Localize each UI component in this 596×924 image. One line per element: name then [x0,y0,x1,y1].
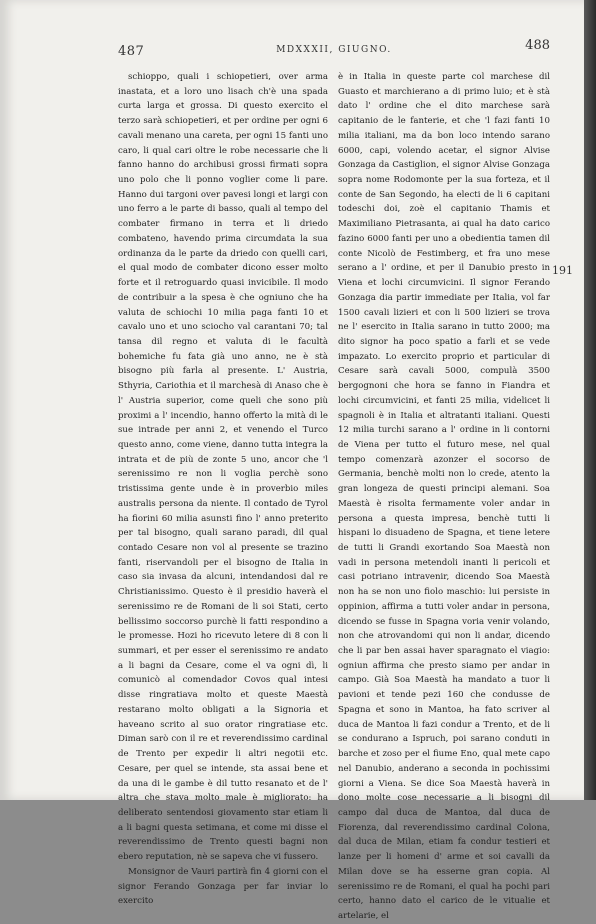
left-page-number: 487 [118,44,145,59]
running-title: MDXXXII, GIUGNO. [276,45,392,55]
left-column [118,70,328,909]
left-paragraph-2: Monsignor de Vauri partirà fin 4 giorni con el signor Ferando Gonzaga per far inviar lo exercito [118,866,328,907]
right-page-number: 488 [525,38,550,53]
left-paragraph-1: schioppo, quali i schiopetieri, over arma inastata, et a loro uno lisach ch'è una spada curta larga et grossa. Di questo exercito el terzo sarà schiopetieri, et per ordine per ogni 6 cavali menano una careta, per ogni 15 fanti uno caro, li qual cari oltre le robe necessarie che li fanno hanno do archibusi grossi firmati sopra uno polo che li ponno voglier come li pare. Hanno dui targoni over pavesi longi et largi con uno ferro a le parte di basso, quali al tempo del combater firmano in terra et li driedo combateno, havendo prima circumdata la sua ordinanza da le parte da driedo con quelli cari, el qual modo de combater dicono esser molto forte et il retroguardo quasi invicibile. Il modo de contribuir a la spesa è che ogniuno che ha valuta de schiochi 10 milia paga fanti 10 et cavalo uno et uno sciocho val carantani 70; tal tansa dil regno et valuta di le facultà bohemiche fu fata già uno anno, ne è stà bisogno più farla al presente. L' Austria, Sthyria, Cariothia et il marchesà di Anaso che è l' Austria superior, come queli che sono più proximi a l' incendio, hanno offerto la mità di le sue intrade per anni 2, et venendo el Turco questo anno, come viene, danno tutta integra la intrata et de più de zonte 5 uno, ancor che 'l serenissimo re non li voglia perchè sono tristissima gente unde è in proverbio miles australis persona da niente. Il contado de Tyrol ha fiorini 60 milia asunsti fino l' anno preterito per tal bisogno, quali sarano paradi, dil qual contado Cesare non vol al presente se trazino fanti, riservandoli per el bisogno de Italia in caso sia invasa da alcuni, intendandosi dal re Christianissimo. Questo è il presidio haverà el serenissimo re de Romani de li soi Stati, certo bellissimo soccorso purchè li fatti respondino a le promesse. Hozi ho ricevuto letere di 8 con li summari, et per esser el serenissimo re andato a li bagni da Cesare, come el va ogni dì, li comunicò al comendador Covos qual intesi disse ringratiava molto et queste Maestà restarano molto obligati a la Signoria et haveano scrito al suo orator ringratiase etc. Diman sarò con il re et reverendissimo cardinal de Trento per expedir li altri negotii etc. Cesare, per quel se intende, sta assai bene et da una di le gambe è dil tutto resanato et de l' altra che stava molto male è miglioratо: ha deliberato sentendosi giovamento star etiam li a li bagni questa setimana, et come mi disse el reverendissimo de Trento questi bagni non ebero reputation, nè se sapeva che vi fussero. [118,72,328,863]
right-column [338,70,550,924]
page-header [118,38,550,62]
scanner-edge [584,0,596,800]
margin-number: 191 [552,264,573,277]
right-paragraph-1: è in Italia in queste parte col marchese dil Guasto et marchierano a di primo luio; et è stà dato l' ordine che el dito marchese sarà capitanio de le fanterie, et che 'l fazi fanti 10 milia italiani, ma da bon loco intendo sarano 6000, capi, volendo acetar, el signor Alvise Gonzaga da Castiglion, el signor Alvise Gonzaga sopra nome Rodomonte per la sua forteza, et il conte de San Segondo, ha electi de li 6 capitani todeschi doi, zoè el capitanio Thamis et Maximiliano Pietrasanta, ai qual ha dato carico fazino 6000 fanti per uno a obedientia tamen dil conte Nicolò de Festimberg, et fra uno mese serano a l' ordine, et per il Danubio presto in Viena et lochi circumvicini. Il signor Ferando Gonzaga dia partir immediate per Italia, vol far 1500 cavali lizieri et con li 500 lizieri se trova ne l' esercito in Italia sarano in tutto 2000; ma dito signor ha poco spatio a farli et se vede impazato. Lo exercito proprio et particular di Cesare sarà cavali 5000, compulà 3500 bergognoni che hora se fanno in Fiandra et lochi circumvicini, et fanti 25 milia, videlicet li spagnoli è in Italia et altratanti italiani. Questi 12 milia turchi sarano a l' ordine in li contorni de Viena per tutto el futuro mese, nel qual tempo comenzarà azonzer el socorso de Germania, benchè molti non lo crede, atento la gran longeza de questi principi alemani. Soa Maestà è risolta fermamente voler andar in persona a questa impresa, benchè tutti li hispani lo disuadeno de Spagna, et tiene letere de tutti li Grandi exortando Soa Maestà non vadi in persona metendoli inanti li pericoli et casi potriano intravenir, dicendo Soa Maestà non ha se non uno fiolo maschio: lui persiste in oppinion, affirma a tutti voler andar in persona, dicendo se fusse in Spagna voria venir volando, non che atrovandomi qui non li andar, dicendo che li par ben assai haver sparagnato el viagio: ogniun affirma che presto siamo per andar in campo. Già Soa Maestà ha mandato a tuor li pavioni et tende pezi 160 che condusse de Spagna et sono in Mantoa, ha fato scriver al duca de Mantoa li fazi condur a Trento, et de li se conduranо a Ispruch, poi sarano conduti in barche et zoso per el fiume Eno, qual mete capo nel Danubio, anderano a seconda in pochissimi giorni a Viena. Se dice Soa Maestà haverà in dono molte cose necessarie a li bisogni dil campo dal duca de Mantoa, dal duca de Fiorenza, dal reverendissimo cardinal Colona, dal duca de Milan, etiam fa condur testieri et lanze per li homeni d' arme et soi cavalli da Milan dove se ha esserne gran copia. Al serenissimo re de Romani, el qual ha pochi pari certo, hanno dato el carico de le vitualie et artelarie, el [338,72,550,921]
